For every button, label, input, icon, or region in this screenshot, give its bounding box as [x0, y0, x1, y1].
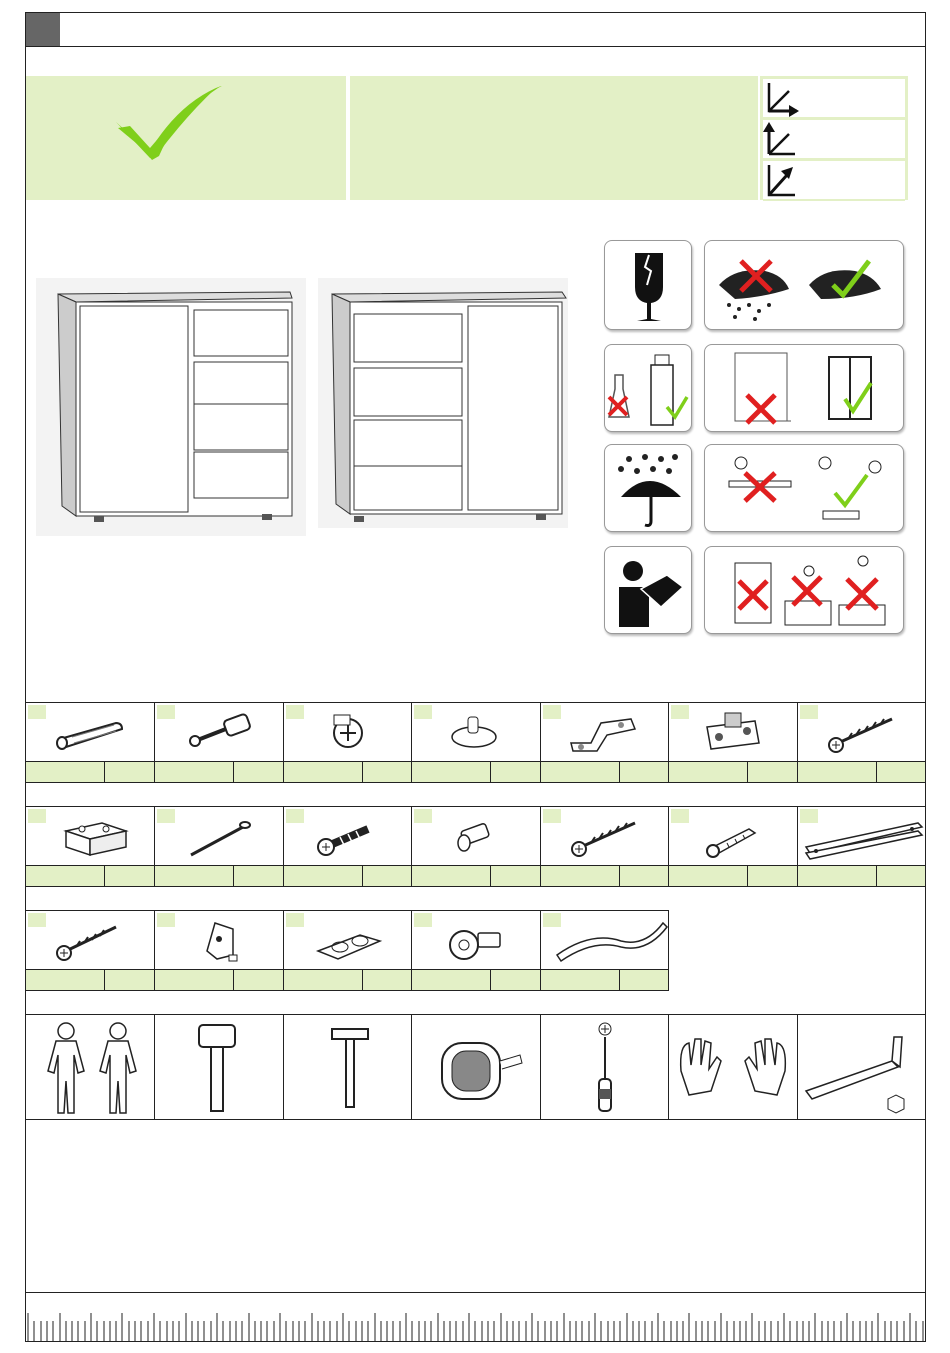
floor-assembly-warning [704, 444, 904, 532]
hardware-quantity-row [411, 761, 541, 783]
hardware-item [668, 702, 798, 762]
hardware-quantity-row [25, 865, 155, 887]
quantity-divider [490, 866, 491, 886]
phillips-screwdriver-icon [541, 1015, 669, 1119]
two-people-icon [26, 1015, 154, 1119]
tool-item [283, 1014, 412, 1120]
hardware-quantity-row [25, 761, 155, 783]
tape-measure-icon [412, 1015, 540, 1119]
hardware-quantity-row [411, 969, 541, 991]
chemicals-warning [604, 344, 692, 432]
hardware-quantity-row [283, 865, 412, 887]
item-badge [543, 809, 561, 823]
quantity-divider [233, 762, 234, 782]
item-badge [28, 809, 46, 823]
hardware-item [668, 806, 798, 866]
info-panel [350, 76, 758, 200]
item-badge [671, 809, 689, 823]
dimensions-panel [760, 76, 908, 200]
upright-assembly-warning [704, 344, 904, 432]
approval-panel [26, 76, 346, 200]
hardware-item [283, 910, 412, 970]
hardware-quantity-row [540, 969, 669, 991]
check-mark-icon [26, 76, 346, 200]
hardware-quantity-row [411, 865, 541, 887]
keep-dry-umbrella-icon [605, 445, 691, 531]
hardware-item [540, 702, 669, 762]
no-chemicals-use-clean-icon [605, 345, 691, 431]
dimension-height [763, 120, 905, 160]
item-badge [414, 705, 432, 719]
hardware-item [540, 806, 669, 866]
hardware-quantity-row [668, 865, 798, 887]
hammer-icon [284, 1015, 412, 1119]
hardware-quantity-row [154, 969, 284, 991]
item-badge [157, 809, 175, 823]
hardware-item [25, 910, 155, 970]
hardware-quantity-row [283, 969, 412, 991]
item-badge [286, 705, 304, 719]
quantity-divider [362, 762, 363, 782]
quantity-divider [490, 762, 491, 782]
cleaning-cloth-warning [704, 240, 904, 330]
tool-item [411, 1014, 541, 1120]
do-not-climb-icon [705, 547, 903, 633]
quantity-divider [490, 970, 491, 990]
rubber-mallet-icon [155, 1015, 283, 1119]
dimension-depth [763, 161, 905, 201]
item-badge [414, 809, 432, 823]
quantity-divider [104, 762, 105, 782]
item-badge [414, 913, 432, 927]
width-arrow-icon [763, 79, 805, 117]
dimension-width [763, 79, 905, 119]
quantity-divider [876, 762, 877, 782]
quantity-divider [876, 866, 877, 886]
hardware-item [283, 702, 412, 762]
step-marker [26, 13, 60, 46]
hardware-item [411, 910, 541, 970]
product-view-right [318, 278, 568, 528]
hardware-item [411, 806, 541, 866]
tool-item [25, 1014, 155, 1120]
hardware-item [154, 702, 284, 762]
item-badge [286, 809, 304, 823]
tool-item [540, 1014, 669, 1120]
quantity-divider [362, 970, 363, 990]
quantity-divider [104, 866, 105, 886]
item-badge [28, 913, 46, 927]
assemble-on-floor-icon [705, 445, 903, 531]
item-badge [543, 705, 561, 719]
item-badge [671, 705, 689, 719]
hardware-item [154, 910, 284, 970]
item-badge [543, 913, 561, 927]
gloves-icon [669, 1015, 797, 1119]
hardware-item [540, 910, 669, 970]
item-badge [157, 913, 175, 927]
tool-item [797, 1014, 926, 1120]
read-instructions-notice [604, 546, 692, 634]
hardware-item [154, 806, 284, 866]
hardware-item [283, 806, 412, 866]
hardware-quantity-row [283, 761, 412, 783]
hardware-quantity-row [797, 761, 926, 783]
hardware-item [797, 806, 926, 866]
hardware-item [411, 702, 541, 762]
item-badge [286, 913, 304, 927]
hardware-quantity-row [540, 761, 669, 783]
hardware-quantity-row [668, 761, 798, 783]
depth-arrow-icon [763, 161, 805, 199]
quantity-divider [619, 970, 620, 990]
read-instructions-icon [605, 547, 691, 633]
item-badge [157, 705, 175, 719]
hardware-quantity-row [154, 865, 284, 887]
hex-key-icon [798, 1015, 926, 1119]
hardware-item [25, 806, 155, 866]
page-frame [25, 12, 926, 1342]
quantity-divider [104, 970, 105, 990]
hardware-item [797, 702, 926, 762]
no-climbing-warning [704, 546, 904, 634]
hardware-quantity-row [154, 761, 284, 783]
tool-item [668, 1014, 798, 1120]
quantity-divider [362, 866, 363, 886]
fragile-glass-icon [605, 241, 691, 329]
hardware-quantity-row [797, 865, 926, 887]
hardware-item [25, 702, 155, 762]
quantity-divider [747, 866, 748, 886]
item-badge [800, 705, 818, 719]
header-bar [25, 12, 926, 47]
quantity-divider [233, 970, 234, 990]
keep-dry-warning [604, 444, 692, 532]
hardware-quantity-row [25, 969, 155, 991]
tool-item [154, 1014, 284, 1120]
product-view-left [36, 278, 306, 536]
assemble-upright-icon [705, 345, 903, 431]
wet-cloth-no-dry-cloth-yes-icon [705, 241, 903, 329]
height-arrow-icon [763, 120, 805, 158]
item-badge [28, 705, 46, 719]
quantity-divider [747, 762, 748, 782]
quantity-divider [233, 866, 234, 886]
quantity-divider [619, 866, 620, 886]
hardware-quantity-row [540, 865, 669, 887]
quantity-divider [619, 762, 620, 782]
item-badge [800, 809, 818, 823]
measurement-ruler [26, 1292, 925, 1342]
fragile-warning [604, 240, 692, 330]
